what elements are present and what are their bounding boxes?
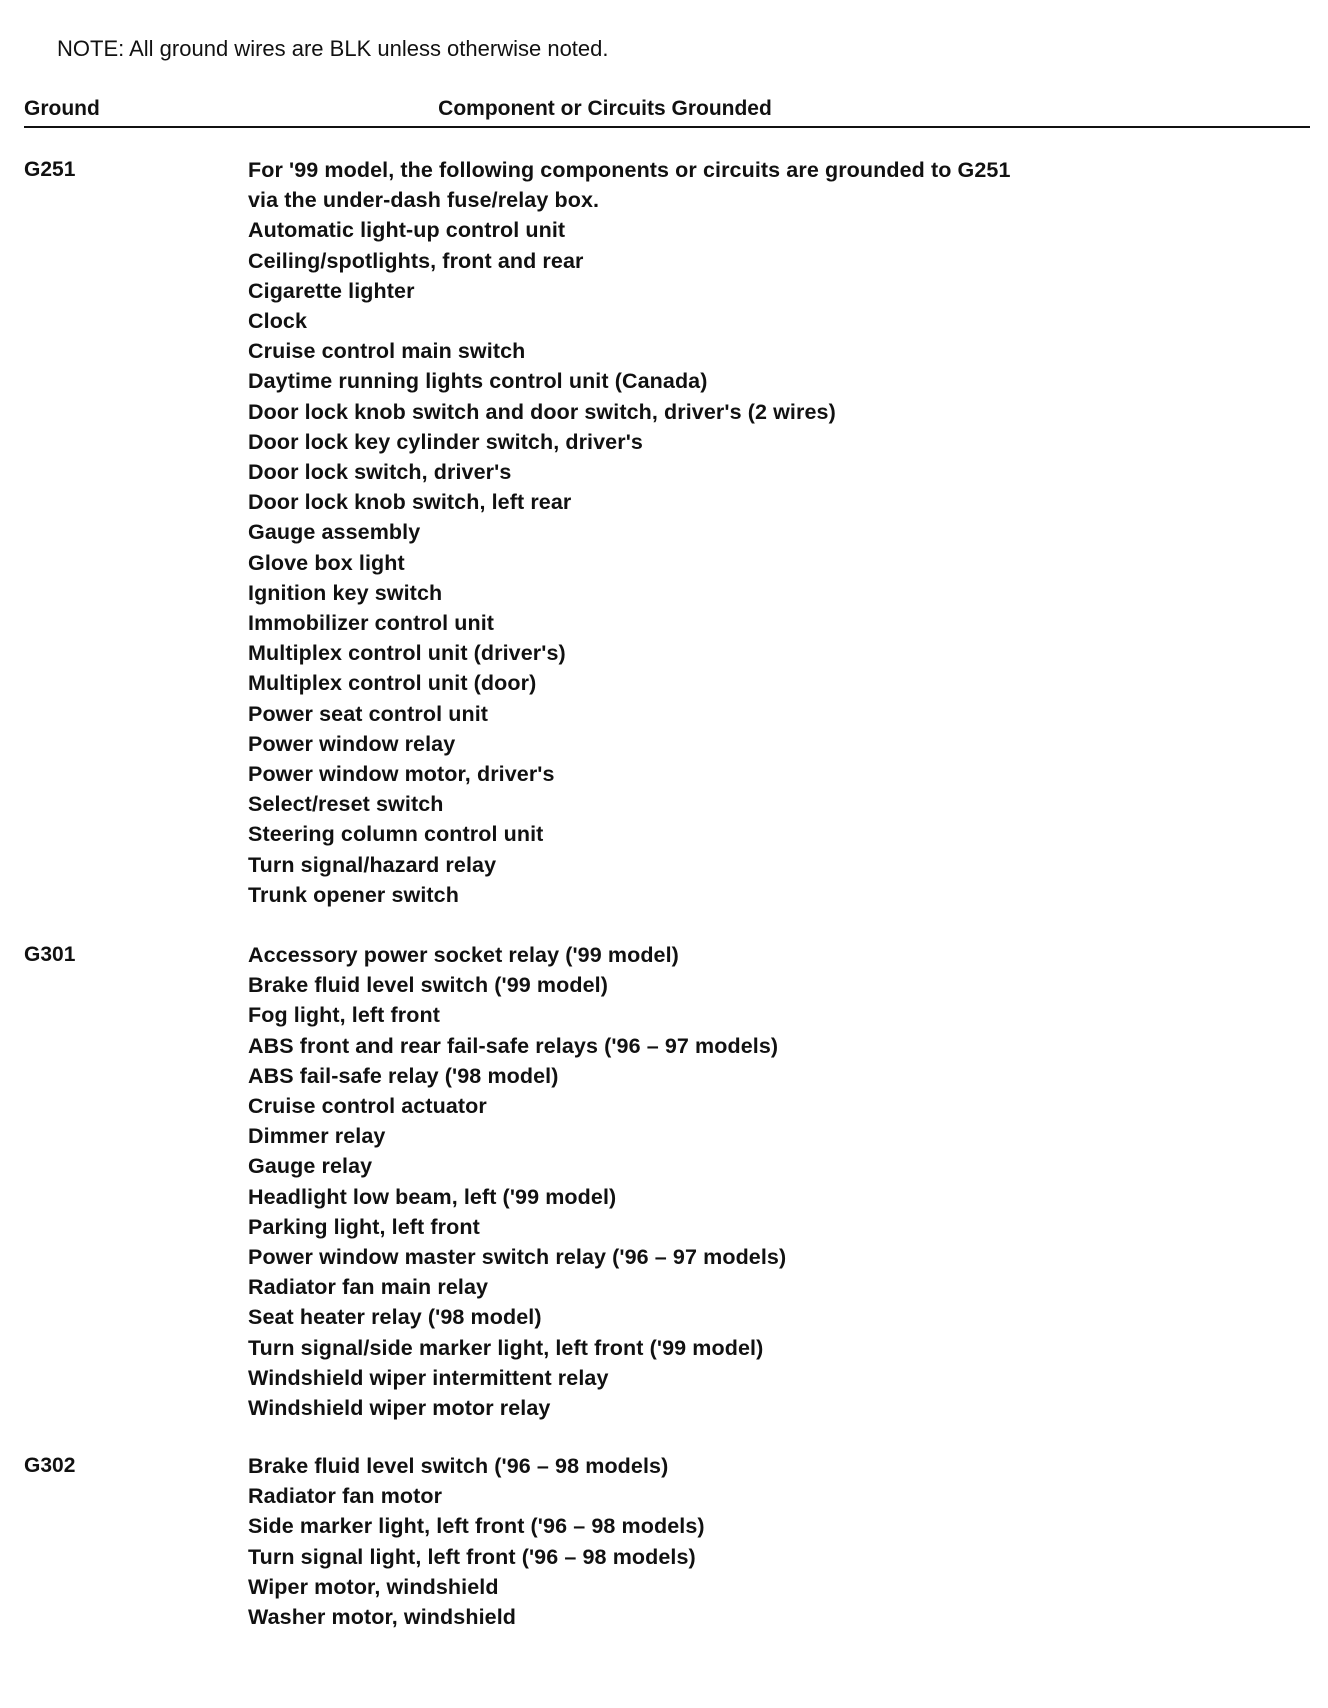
component-item: Door lock knob switch and door switch, driver's (2 wires) (248, 399, 836, 424)
component-item: Brake fluid level switch ('99 model) (248, 973, 608, 998)
component-item: Windshield wiper intermittent relay (248, 1365, 609, 1390)
component-item: Gauge assembly (248, 520, 421, 545)
component-item: Accessory power socket relay ('99 model) (248, 943, 679, 967)
component-item: Power window relay (248, 731, 456, 756)
component-item: Power window master switch relay ('96 – 97 models) (248, 1245, 787, 1270)
component-item: Cruise control main switch (248, 339, 526, 364)
component-item: Ceiling/spotlights, front and rear (248, 248, 584, 273)
component-item: Parking light, left front (248, 1214, 480, 1239)
column-header-component: Component or Circuits Grounded (438, 97, 772, 120)
component-item: Glove box light (248, 550, 405, 575)
component-item: Power window motor, driver's (248, 762, 555, 787)
component-item: Steering column control unit (248, 822, 544, 847)
component-item: Immobilizer control unit (248, 611, 495, 636)
component-item: Radiator fan main relay (248, 1275, 489, 1300)
component-item: Multiplex control unit (driver's) (248, 641, 566, 666)
component-item: Cruise control actuator (248, 1094, 487, 1119)
component-item: Daytime running lights control unit (Canada) (248, 369, 708, 394)
component-item: Clock (248, 309, 308, 334)
component-item: Ignition key switch (248, 580, 443, 605)
component-list (248, 155, 1011, 910)
component-item: Cigarette lighter (248, 278, 415, 303)
component-item: ABS front and rear fail-safe relays ('96 – 97 models) (248, 1033, 779, 1058)
component-item: Headlight low beam, left ('99 model) (248, 1184, 617, 1209)
ground-id: G302 (24, 1454, 76, 1477)
component-item: Turn signal/hazard relay (248, 852, 497, 877)
header-rule (24, 126, 1310, 128)
component-item: Door lock knob switch, left rear (248, 490, 572, 515)
ground-id: G251 (24, 158, 76, 181)
component-item: Trunk opener switch (248, 882, 459, 907)
component-item: Seat heater relay ('98 model) (248, 1305, 542, 1330)
component-item: Select/reset switch (248, 792, 444, 817)
component-item: Wiper motor, windshield (248, 1574, 499, 1599)
component-item: Side marker light, left front ('96 – 98 models) (248, 1514, 705, 1539)
component-item: Turn signal light, left front ('96 – 98 models) (248, 1544, 696, 1569)
component-item: Power seat control unit (248, 701, 489, 726)
component-item: ABS fail-safe relay ('98 model) (248, 1063, 559, 1088)
component-item: Door lock switch, driver's (248, 460, 512, 485)
component-item: Radiator fan motor (248, 1484, 443, 1509)
note-text: NOTE: All ground wires are BLK unless otherwise noted. (57, 36, 609, 61)
component-item: For '99 model, the following components or circuits are grounded to G251 (248, 158, 1011, 182)
component-item: Brake fluid level switch ('96 – 98 models) (248, 1454, 669, 1478)
component-item: via the under-dash fuse/relay box. (248, 188, 600, 213)
component-item: Dimmer relay (248, 1124, 386, 1149)
component-list (248, 1451, 705, 1632)
component-list (248, 940, 786, 1423)
component-item: Gauge relay (248, 1154, 373, 1179)
component-item: Turn signal/side marker light, left front ('99 model) (248, 1335, 764, 1360)
component-item: Door lock key cylinder switch, driver's (248, 429, 643, 454)
component-item: Windshield wiper motor relay (248, 1396, 551, 1421)
column-header-ground: Ground (24, 97, 100, 120)
component-item: Washer motor, windshield (248, 1605, 517, 1630)
component-item: Multiplex control unit (door) (248, 671, 537, 696)
ground-id: G301 (24, 943, 76, 966)
component-item: Fog light, left front (248, 1003, 440, 1028)
component-item: Automatic light-up control unit (248, 218, 566, 243)
